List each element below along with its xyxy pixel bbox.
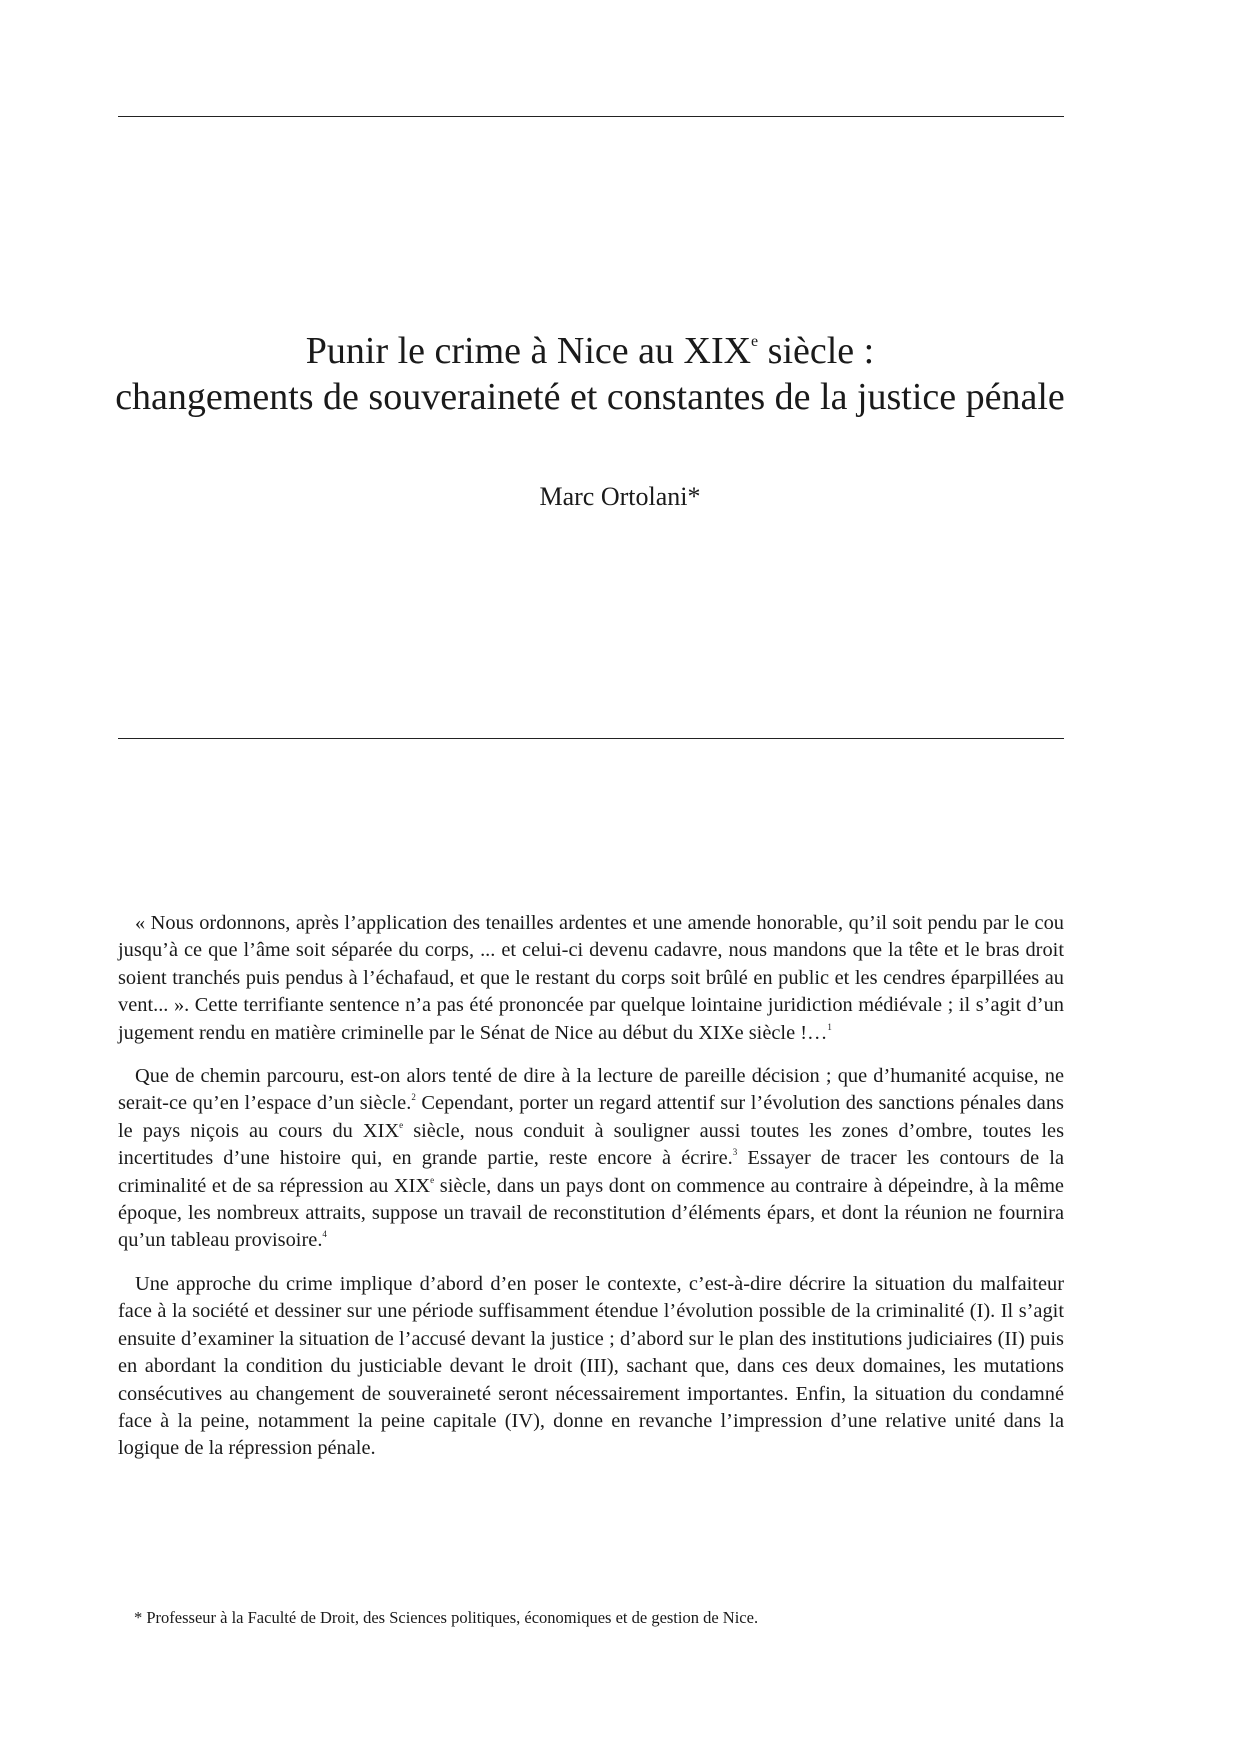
footnote-ref-3: 3 — [732, 1147, 738, 1158]
paragraph-3 — [118, 1271, 1064, 1463]
paragraph-1 — [118, 910, 1064, 1047]
top-rule — [118, 116, 1064, 117]
title-line-1-end: siècle : — [758, 330, 875, 372]
title-line-2: changements de souveraineté et constantes de la justice pénale — [115, 376, 1065, 418]
century-superscript: e — [430, 1174, 435, 1185]
article-body — [118, 910, 1064, 1479]
bottom-rule — [118, 738, 1064, 739]
title-line-1 — [306, 330, 874, 372]
title-superscript: e — [751, 333, 759, 350]
paragraph-2-text-b: Cependant, porter un regard attentif sur l’évolution des sanctions pénales dans le pays niçois au cours du XIX — [118, 1092, 1064, 1142]
footnote-ref-4: 4 — [322, 1229, 327, 1240]
paragraph-2-text-c: siècle, nous conduit à souligner aussi toutes les zones d’ombre, toutes les incertitudes d’une histoire qui, en grande partie, reste encore à écrire. — [118, 1119, 1064, 1170]
paragraph-2-text-a: Que de chemin parcouru, est-on alors tenté de dire à la lecture de pareille décision ; que d’humanité acquise, ne serait-ce qu’en l’espace d’un siècle. — [118, 1065, 1064, 1115]
author-footnote: * Professeur à la Faculté de Droit, des Sciences politiques, économiques et de gestion de Nice. — [134, 1608, 759, 1627]
century-superscript: e — [399, 1119, 404, 1130]
article-title — [100, 328, 1080, 420]
title-line-1-text: Punir le crime à Nice au XIX — [305, 330, 752, 372]
footnote-ref-1: 1 — [827, 1021, 832, 1032]
paragraph-2 — [118, 1063, 1064, 1255]
paragraph-2-text-e: siècle, dans un pays dont on commence au contraire à dépeindre, à la même époque, les nombreux attraits, suppose un travail de reconstitution d’éléments épars, et dont la réunion ne fournira qu’un tableau provisoire. — [118, 1174, 1064, 1252]
paragraph-3-text: Une approche du crime implique d’abord d’en poser le contexte, c’est-à-dire décrire la situation du malfaiteur face à la société et dessiner sur une période suffisamment étendue l’évolution possible de la criminalité (I). Il s’agit ensuite d’examiner la situation de l’accusé devant la justice ; d’abord sur le plan des institutions judiciaires (II) puis en abordant la condition du justiciable devant le droit (III), sachant que, dans ces deux domaines, les mutations consécutives au changement de souveraineté seront nécessairement importantes. Enfin, la situation du condamné face à la peine, notamment la peine capitale (IV), donne en revanche l’impression d’une relative unité dans la logique de la répression pénale. — [118, 1272, 1064, 1460]
author-name: Marc Ortolani* — [539, 482, 701, 511]
paragraph-2-text-d: Essayer de tracer les contours de la criminalité et de sa répression au XIX — [118, 1147, 1064, 1197]
footnote-ref-2: 2 — [411, 1092, 416, 1103]
paragraph-1-text: « Nous ordonnons, après l’application des tenailles ardentes et une amende honorable, qu’il soit pendu par le cou jusqu’à ce que l’âme soit séparée du corps, ... et celui-ci devenu cadavre, nous mandons que la tête et le bras droit soient tranchés puis pendus à l’échafaud, et que le restant du corps soit brûlé en public et les cendres éparpillées au vent... ». Cette terrifiante sentence n’a pas été prononcée par quelque lointaine juridiction médiévale ; il s’agit d’un jugement rendu en matière criminelle par le Sénat de Nice au début du XIXe siècle !… — [118, 912, 1064, 1044]
